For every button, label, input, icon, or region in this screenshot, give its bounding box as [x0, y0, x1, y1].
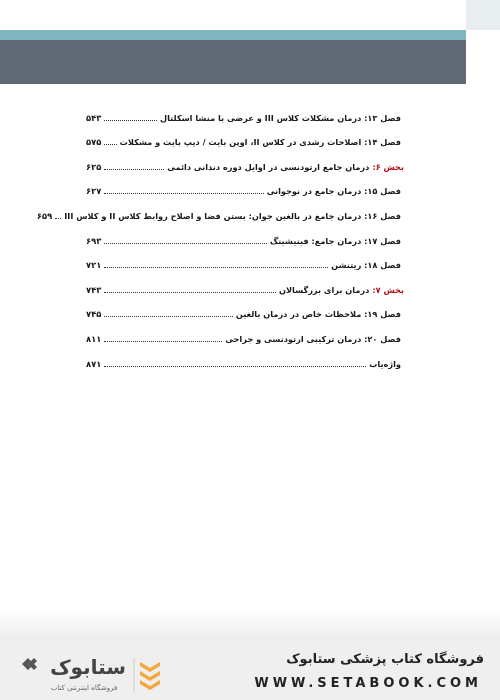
toc-title: فصل ۱۹: ملاحظات خاص در درمان بالغین: [235, 309, 401, 320]
logo-wordmark: ستابوک: [50, 655, 126, 679]
table-of-contents: [36, 98, 404, 369]
toc-leader-dots: [104, 193, 263, 194]
toc-part-label: بخش ۷:: [372, 284, 404, 295]
toc-page-number: ۵۴۳: [86, 112, 102, 123]
toc-title: واژه‌یاب: [369, 358, 401, 369]
toc-page-number: ۷۴۳: [86, 284, 102, 295]
toc-page-number: ۶۲۵: [86, 161, 102, 172]
header-banner: [0, 0, 466, 84]
toc-page-number: ۷۲۱: [86, 260, 102, 271]
toc-title: فصل ۱۶: درمان جامع در بالغین جوان: بستن فضا و اصلاح روابط کلاس II و کلاس III: [64, 210, 401, 221]
toc-title: فصل ۱۳: درمان مشکلات کلاس III و عرضی با منشا اسکلتال: [159, 112, 401, 123]
toc-title: فصل ۱۸: ریتنشن: [331, 260, 401, 271]
toc-leader-dots: [55, 218, 61, 219]
toc-leader-dots: [104, 144, 116, 145]
toc-page-number: ۶۵۹: [36, 210, 53, 221]
toc-leader-dots: [104, 292, 276, 293]
toc-leader-dots: [104, 120, 157, 121]
toc-row[interactable]: [86, 344, 404, 369]
toc-row[interactable]: [86, 270, 404, 295]
footer-shadow: [0, 610, 500, 640]
book-stack-icon: [140, 662, 160, 690]
toc-row[interactable]: [86, 147, 404, 172]
toc-leader-dots: [104, 243, 266, 244]
toc-row[interactable]: [86, 221, 404, 246]
toc-title: فصل ۱۵: درمان جامع در نوجوانی: [266, 186, 401, 197]
toc-leader-dots: [104, 316, 233, 317]
toc-row[interactable]: [86, 98, 404, 123]
toc-row[interactable]: [86, 246, 404, 271]
toc-leader-dots: [104, 267, 328, 268]
toc-title: فصل ۲۰: درمان ترکیبی ارتودنسی و جراحی: [225, 333, 401, 344]
toc-row[interactable]: [86, 319, 404, 344]
toc-title: فصل ۱۴: اصلاحات رشدی در کلاس II، اوپن بایت / دیپ بایت و مشکلات: [119, 137, 401, 148]
toc-leader-dots: [104, 341, 222, 342]
toc-page-number: ۷۴۵: [86, 309, 102, 320]
toc-row[interactable]: [86, 123, 404, 148]
shop-name: فروشگاه کتاب پزشکی ستابوک: [286, 652, 484, 667]
logo-subtitle: فروشگاه اینترنتی کتاب: [50, 684, 118, 692]
toc-row[interactable]: [36, 196, 404, 221]
chevron-icon: [22, 658, 37, 670]
toc-page-number: ۵۷۵: [86, 137, 102, 148]
toc-page-number: ۸۷۱: [86, 358, 102, 369]
toc-page-number: ۸۱۱: [86, 333, 102, 344]
toc-title: فصل ۱۷: درمان جامع: فینیشینگ: [269, 235, 401, 246]
toc-page-number: ۶۲۷: [86, 186, 102, 197]
header-corner: [466, 0, 500, 30]
shop-url-link[interactable]: WWW.SETABOOK.COM: [254, 676, 482, 691]
toc-leader-dots: [104, 366, 366, 367]
toc-page-number: ۶۹۳: [86, 235, 102, 246]
toc-part-label: بخش ۶:: [372, 161, 404, 172]
toc-title: درمان برای بزرگسالان: [278, 284, 370, 295]
toc-row[interactable]: [86, 172, 404, 197]
toc-row[interactable]: [86, 295, 404, 320]
toc-leader-dots: [104, 169, 164, 170]
toc-title: درمان جامع ارتودنسی در اوایل دوره دندانی دائمی: [167, 161, 370, 172]
setabook-logo[interactable]: [16, 652, 166, 696]
